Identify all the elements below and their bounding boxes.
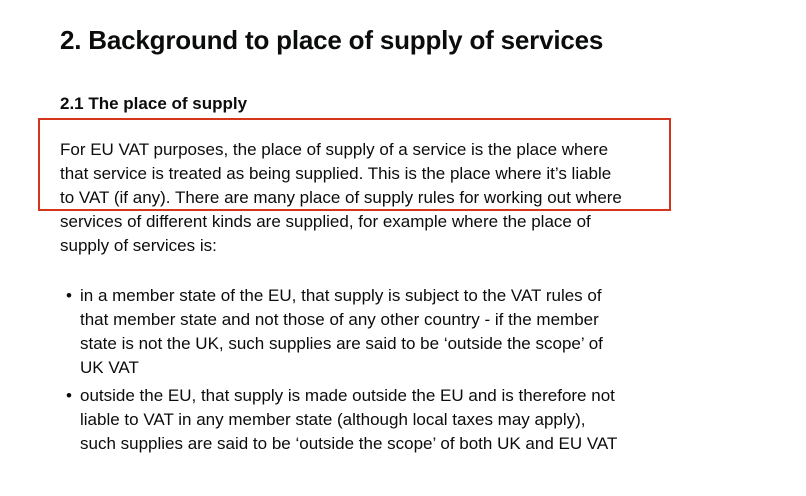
list-item-line: outside the EU, that supply is made outside the EU and is therefore not bbox=[80, 386, 615, 405]
bullet-marker: • bbox=[66, 286, 72, 305]
bullet-marker: • bbox=[66, 386, 72, 405]
list-item-line: liable to VAT in any member state (although local taxes may apply), bbox=[80, 410, 586, 429]
subsection-heading: 2.1 The place of supply bbox=[60, 94, 248, 113]
list-item-line: that member state and not those of any other country - if the member bbox=[80, 310, 599, 329]
list-item bbox=[60, 284, 680, 380]
paragraph-line: For EU VAT purposes, the place of supply of a service is the place where bbox=[60, 140, 609, 159]
intro-paragraph bbox=[60, 138, 680, 258]
list-item-line: in a member state of the EU, that supply is subject to the VAT rules of bbox=[80, 286, 602, 305]
list-item-line: UK VAT bbox=[80, 358, 139, 377]
section-heading: 2. Background to place of supply of services bbox=[60, 25, 604, 55]
list-item-line: state is not the UK, such supplies are said to be ‘outside the scope’ of bbox=[80, 334, 603, 353]
list-item bbox=[60, 384, 680, 456]
paragraph-line: that service is treated as being supplied. This is the place where it’s liable bbox=[60, 164, 612, 183]
bullet-list bbox=[60, 284, 680, 460]
paragraph-line: services of different kinds are supplied, for example where the place of bbox=[60, 212, 591, 231]
paragraph-line: supply of services is: bbox=[60, 236, 217, 255]
paragraph-line: to VAT (if any). There are many place of supply rules for working out where bbox=[60, 188, 622, 207]
list-item-line: such supplies are said to be ‘outside the scope’ of both UK and EU VAT bbox=[80, 434, 618, 453]
